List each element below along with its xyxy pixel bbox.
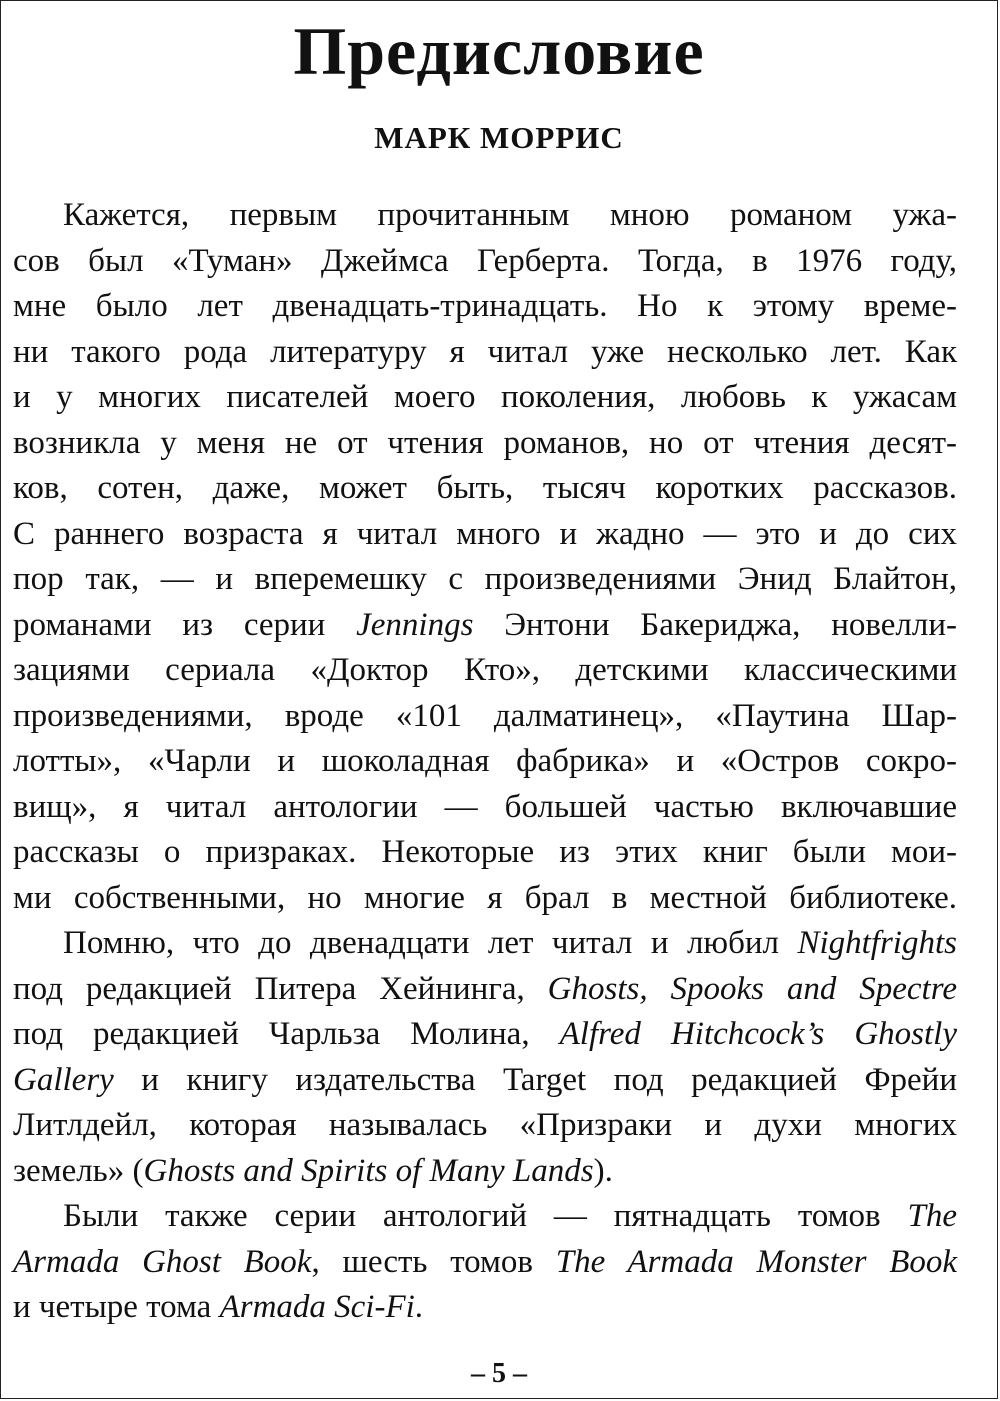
italic-title: The Armada Monster Book: [555, 1243, 958, 1280]
text-line: Помню, что до двенадцати лет читал и любил Nightfrights: [63, 925, 957, 961]
italic-title: The: [907, 1198, 957, 1234]
paragraph: [13, 1194, 957, 1331]
text-line: зациями сериала «Доктор Кто», детскими классическими: [13, 652, 957, 688]
text-line: ми собственными, но многие я брал в местной библиотеке.: [13, 879, 957, 916]
italic-title: Armada Ghost Book: [13, 1243, 312, 1280]
italic-title: Nightfrights: [797, 925, 957, 961]
text-line: сов был «Туман» Джеймса Герберта. Тогда, в 1976 году,: [13, 242, 957, 279]
italic-title: Ghosts and Spirits of Many Lands: [143, 1152, 594, 1189]
italic-title: Jennings: [356, 606, 474, 643]
text-line: романами из серии Jennings Энтони Бакериджа, новелли-: [13, 606, 957, 643]
italic-title: Gallery: [13, 1061, 114, 1098]
text-line: возникла у меня не от чтения романов, но от чтения десят-: [13, 424, 957, 461]
text-line: Кажется, первым прочитанным мною романом ужа-: [63, 197, 957, 233]
text-line: под редакцией Питера Хейнинга, Ghosts, Spooks and Spectre: [13, 970, 957, 1007]
text-line: рассказы о призраках. Некоторые из этих книг были мои-: [13, 834, 957, 870]
author-name: МАРК МОРРИС: [374, 120, 624, 155]
text-line: С раннего возраста я читал много и жадно — это и до сих: [13, 515, 957, 552]
body-text: [13, 193, 957, 1331]
italic-title: Alfred Hitchcock’s Ghostly: [559, 1016, 957, 1052]
text-line: под редакцией Чарльза Молина, Alfred Hitchcock’s Ghostly: [13, 1016, 957, 1052]
text-line: мне было лет двенадцать-тринадцать. Но к этому време-: [13, 288, 957, 324]
text-line: ни такого рода литературу я читал уже несколько лет. Как: [13, 333, 957, 370]
text-line: Armada Ghost Book, шесть томов The Armada Monster Book: [13, 1243, 958, 1280]
text-line: ков, сотен, даже, может быть, тысяч коротких рассказов.: [13, 470, 957, 506]
text-line: пор так, — и вперемешку с произведениями Энид Блайтон,: [13, 561, 957, 597]
text-line: лотты», «Чарли и шоколадная фабрика» и «Остров сокро-: [13, 743, 957, 779]
text-line: и у многих писателей моего поколения, любовь к ужасам: [13, 379, 957, 415]
text-line: и четыре тома Armada Sci-Fi.: [13, 1289, 424, 1325]
italic-title: Armada Sci-Fi: [219, 1289, 415, 1325]
paragraph: [13, 193, 957, 921]
text-line: Литлдейл, которая называлась «Призраки и духи многих: [13, 1107, 957, 1143]
text-line: земель» (Ghosts and Spirits of Many Lands).: [13, 1152, 613, 1189]
text-line: Были также серии антологий — пятнадцать томов The: [63, 1198, 957, 1234]
text-line: произведениями, вроде «101 далматинец», «Паутина Шар-: [13, 697, 957, 734]
italic-title: Ghosts, Spooks and Spectre: [547, 970, 957, 1007]
page-number: – 5 –: [471, 1358, 527, 1389]
text-line: Gallery и книгу издательства Target под редакцией Фрейи: [13, 1061, 957, 1098]
paragraph: [13, 921, 957, 1194]
text-line: вищ», я читал антологии — большей частью включавшие: [13, 788, 957, 825]
page-title: Предисловие: [293, 13, 705, 89]
